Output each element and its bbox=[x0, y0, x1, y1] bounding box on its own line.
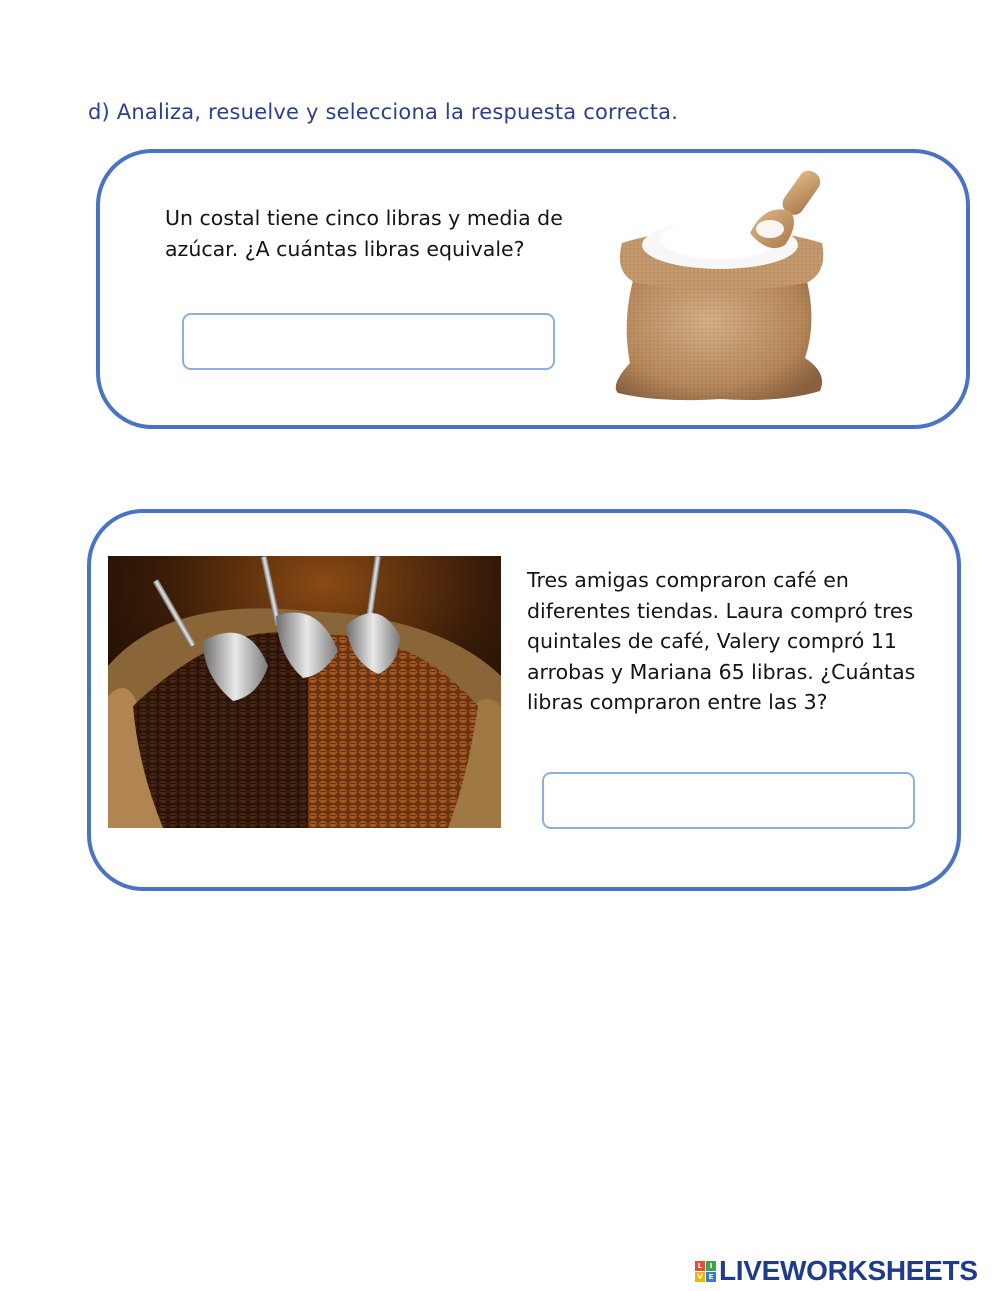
answer-input-2[interactable] bbox=[542, 772, 915, 829]
coffee-bag-image bbox=[108, 556, 501, 828]
liveworksheets-logo bbox=[695, 1255, 978, 1287]
instruction-heading: d) Analiza, resuelve y selecciona la respuesta correcta. bbox=[88, 100, 679, 124]
logo-letter-e: E bbox=[706, 1272, 716, 1282]
logo-letter-i: I bbox=[706, 1261, 716, 1271]
logo-letter-v: V bbox=[695, 1272, 705, 1282]
question-card-1 bbox=[96, 149, 970, 429]
answer-input-1[interactable] bbox=[182, 313, 555, 370]
question-1-text: Un costal tiene cinco libras y media de azúcar. ¿A cuántas libras equivale? bbox=[165, 206, 563, 261]
sugar-sack-image bbox=[600, 163, 840, 413]
logo-text: LIVEWORKSHEETS bbox=[719, 1255, 978, 1286]
logo-grid-icon bbox=[695, 1261, 716, 1282]
logo-letter-l: L bbox=[695, 1261, 705, 1271]
question-2-text: Tres amigas compraron café en diferentes tiendas. Laura compró tres quintales de café, Valery compró 11 arrobas y Mariana 65 libras. ¿Cuántas libras compraron entre las 3? bbox=[527, 568, 916, 714]
question-card-2 bbox=[87, 509, 961, 891]
